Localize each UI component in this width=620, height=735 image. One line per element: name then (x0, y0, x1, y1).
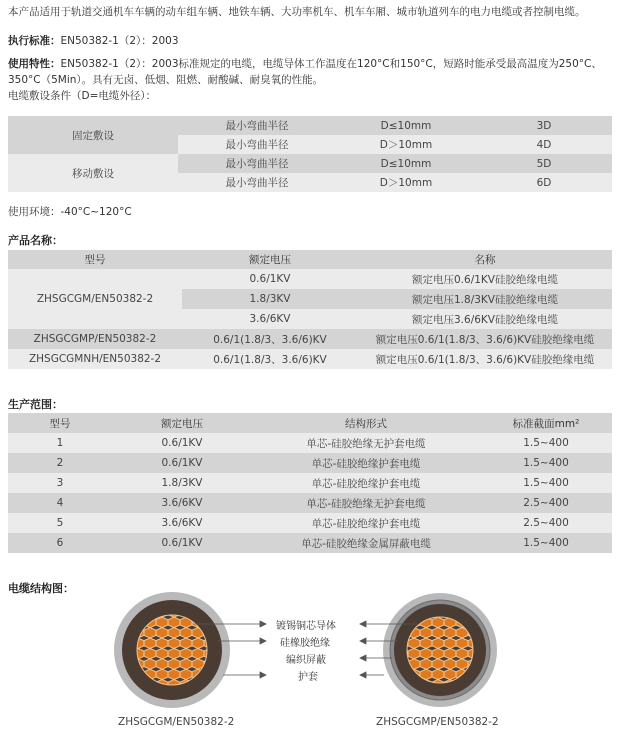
table-row (8, 453, 612, 473)
cell: D≤10mm (380, 157, 432, 170)
cell: 0.6/1KV (161, 437, 203, 449)
structure-title: 电缆结构图： (8, 582, 74, 595)
cell: 6D (536, 176, 552, 189)
cable-1-conductor (137, 615, 207, 685)
cell: 1.5~400 (523, 477, 569, 489)
table-row (8, 433, 612, 453)
cell: 额定电压0.6/1KV硅胶绝缘电缆 (412, 273, 558, 286)
caption-cable-2: ZHSGCGMP/EN50382-2 (376, 716, 499, 728)
cell: 2 (56, 457, 64, 469)
label-conductor: 镀锡铜芯导体 (276, 621, 336, 632)
header-cell: 型号 (49, 417, 71, 430)
cell: 0.6/1KV (249, 273, 291, 285)
cell: 3 (56, 477, 64, 489)
table-row (8, 513, 612, 533)
label-insulation: 硅橡胶绝缘 (280, 638, 330, 649)
cell: 0.6/1KV (161, 457, 203, 469)
header-cell: 型号 (84, 254, 106, 266)
table-row (8, 493, 612, 513)
label-sheath: 护套 (298, 672, 318, 683)
cell: 单芯-硅胶绝缘无护套电缆 (306, 497, 426, 510)
range-table (8, 413, 612, 553)
cell: 4D (536, 138, 552, 151)
cell: 额定电压1.8/3KV硅胶绝缘电缆 (412, 293, 558, 306)
cell: 2.5~400 (523, 517, 569, 529)
laying-group-fixed: 固定敷设 (8, 116, 178, 154)
table-row (8, 473, 612, 493)
product-title: 产品名称： (8, 234, 63, 247)
header-cell: 额定电压 (161, 417, 203, 430)
usage-line-1: 使用特性：EN50382-1（2）：2003标准规定的电缆，电缆导体工作温度在120°C和150°C，短路时能承受最高温度为250°C、 (8, 58, 602, 70)
cell: 最小弯曲半径 (225, 177, 289, 189)
cell: D＞10mm (379, 177, 433, 189)
cable-2-conductor (407, 617, 473, 683)
cell: 单芯-硅胶绝缘无护套电缆 (306, 437, 426, 450)
laying-table (8, 116, 612, 192)
cell: 单芯-硅胶绝缘护套电缆 (311, 517, 421, 530)
header-cell: 结构形式 (345, 417, 387, 430)
cell: 单芯-硅胶绝缘护套电缆 (311, 477, 421, 490)
cell: 5D (536, 157, 552, 170)
cell: 4 (56, 497, 64, 509)
cell: D≤10mm (380, 119, 432, 132)
range-title: 生产范围： (8, 398, 63, 411)
cell: 3.6/6KV (249, 313, 291, 325)
model-cell: ZHSGCGM/EN50382-2 (8, 269, 182, 329)
cell: 1.5~400 (523, 457, 569, 469)
cell: 1.8/3KV (161, 477, 203, 489)
caption-cable-1: ZHSGCGM/EN50382-2 (118, 716, 235, 728)
intro-text: 本产品适用于轨道交通机车车辆的动车组车辆、地铁车辆、大功率机车、机车车厢、城市轨道列车的电力电缆或者控制电缆。 (8, 6, 586, 18)
header-cell: 标准截面mm² (512, 417, 580, 430)
table-row (8, 533, 612, 553)
cell: 额定电压0.6/1(1.8/3、3.6/6)KV硅胶绝缘电缆 (375, 353, 595, 366)
header-cell: 额定电压 (249, 254, 291, 266)
cell: 最小弯曲半径 (225, 120, 289, 132)
usage-line-3: 电缆敷设条件（D=电缆外径）： (8, 90, 157, 102)
cable-1-cross-section (114, 592, 230, 708)
cell: 3D (536, 119, 552, 132)
label-shield: 编织屏蔽 (286, 655, 326, 666)
cell: 6 (56, 537, 64, 549)
standard-line: 执行标准：EN50382-1（2）：2003 (8, 35, 179, 47)
cell: 额定电压3.6/6KV硅胶绝缘电缆 (412, 313, 558, 326)
cell: ZHSGCGMNH/EN50382-2 (28, 353, 162, 365)
cell: 0.6/1KV (161, 537, 203, 549)
cell: 单芯-硅胶绝缘金属屏蔽电缆 (301, 537, 431, 550)
cell: 最小弯曲半径 (225, 139, 289, 151)
cell: 最小弯曲半径 (225, 158, 289, 170)
cell: 5 (56, 517, 64, 529)
cable-2-cross-section (383, 593, 497, 707)
env-text: 使用环境：-40°C~120°C (8, 206, 132, 218)
cell: ZHSGCGMP/EN50382-2 (33, 333, 157, 345)
cell: 3.6/6KV (161, 517, 203, 529)
cell: 1.8/3KV (249, 293, 291, 305)
usage-line-2: 350°C（5Min）。具有无卤、低烟、阻燃、耐酸碱、耐臭氧的性能。 (8, 74, 324, 86)
cell: 2.5~400 (523, 497, 569, 509)
cell: 1 (56, 437, 64, 449)
header-cell: 名称 (474, 254, 496, 266)
cell: 额定电压0.6/1(1.8/3、3.6/6)KV硅胶绝缘电缆 (375, 333, 595, 346)
product-table (8, 250, 612, 369)
cell: 单芯-硅胶绝缘护套电缆 (311, 457, 421, 470)
cell: 1.5~400 (523, 437, 569, 449)
cell: 0.6/1(1.8/3、3.6/6)KV (213, 333, 327, 346)
laying-group-mobile: 移动敷设 (8, 154, 178, 192)
cell: 1.5~400 (523, 537, 569, 549)
cell: 3.6/6KV (161, 497, 203, 509)
cell: 0.6/1(1.8/3、3.6/6)KV (213, 353, 327, 366)
cell: D＞10mm (379, 139, 433, 151)
